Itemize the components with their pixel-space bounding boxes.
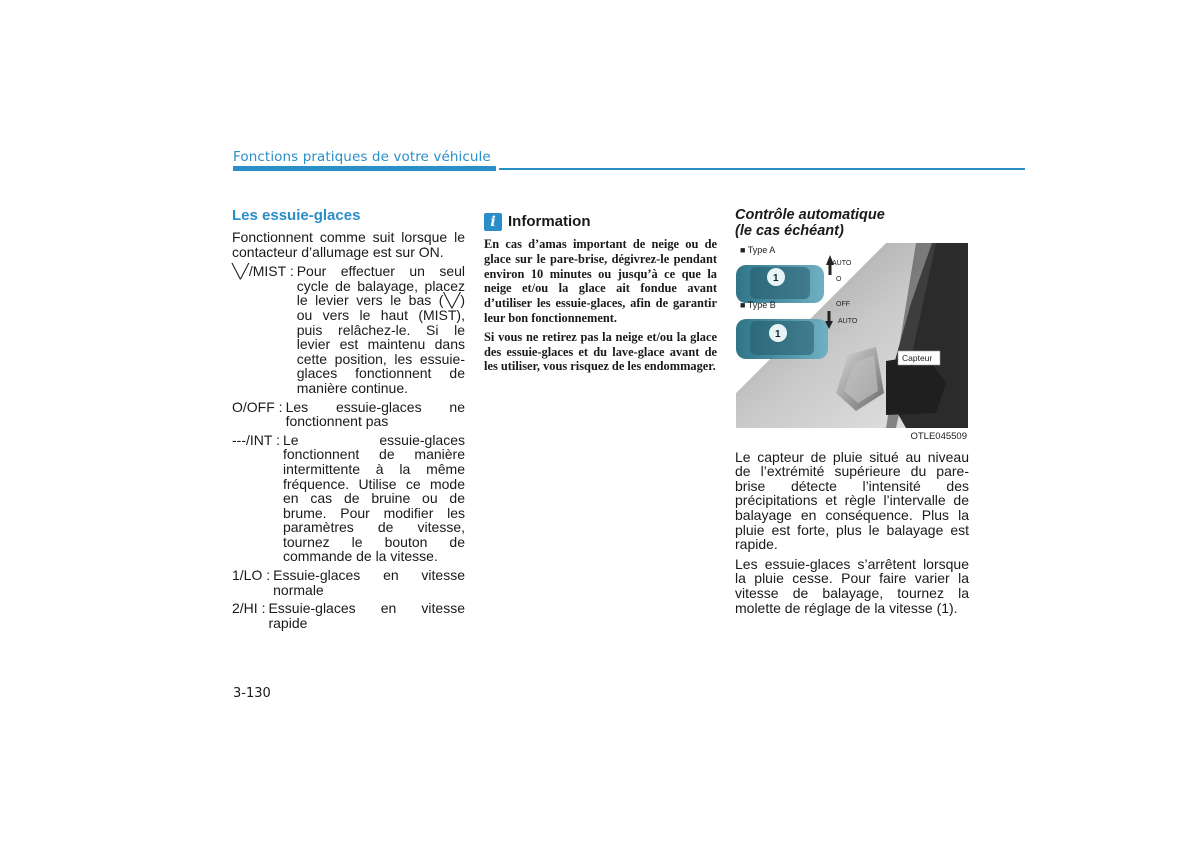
wiper-mode-term: 1/LO : [232, 567, 271, 584]
rain-sensor-paragraph: Les essuie-glaces s’arrêtent lorsque la pluie cesse. Pour faire varier la vitesse de balayage, tournez la molette de réglage de la vitesse (1). [735, 555, 969, 616]
wiper-mode-term: ╲╱/MIST : [232, 263, 294, 280]
column-auto-control [735, 207, 969, 620]
wiper-mode-lo [232, 568, 465, 597]
speed-knob-number: 1 [773, 273, 779, 284]
sensor-label: Capteur [902, 353, 933, 363]
wiper-mode-term: ---/INT : [232, 431, 280, 448]
auto-control-title-line1: Contrôle automatique [735, 207, 885, 223]
header-rule-thick [233, 166, 496, 171]
auto-control-title-line2: (le cas échéant) [735, 223, 844, 239]
column-information [484, 213, 717, 378]
wiper-mode-desc: Essuie-glaces en vitesse normale [273, 567, 465, 598]
information-paragraph: En cas d’amas important de neige ou de glace sur le pare-brise, dégivrez-le pendant environ 10 minutes ou jusqu’à ce que la neige et/ou la glace ait fondue avant d’utiliser les essuie-glaces, afin de garantir leur bon fonctionnement. [484, 237, 717, 325]
rain-sensor-figure [736, 243, 968, 428]
wiper-mode-desc: Le essuie-glaces fonctionnent de manière intermittente à la même fréquence. Utilise ce mode en cas de bruine ou de brume. Pour modifier les paramètres de vitesse, tournez le bouton de commande de la vitesse. [282, 431, 465, 565]
type-a-label: ■ Type A [740, 245, 776, 255]
header-rule-thin [499, 168, 1025, 170]
wiper-mode-hi [232, 601, 465, 630]
speed-knob-number: 1 [775, 329, 781, 340]
auto-control-title [735, 207, 969, 239]
rain-sensor-paragraph: Le capteur de pluie situé au niveau de l’extrémité supérieure du pare-brise détecte l’intensité des précipitations et règle l’intervalle de balayage en conséquence. Plus la pluie est forte, plus le balayage est rapide. [735, 448, 969, 553]
info-icon: i [484, 213, 502, 231]
wiper-mode-mist [232, 264, 465, 395]
wiper-mode-desc: Essuie-glaces en vitesse rapide [268, 600, 465, 631]
type-b-label: ■ Type B [740, 300, 776, 310]
column-wipers [232, 207, 465, 634]
o-label-a: O [836, 276, 842, 283]
wiper-mode-term: O/OFF : [232, 398, 283, 415]
wiper-mode-term: 2/HI : [232, 600, 266, 617]
figure-code: OTLE045509 [910, 431, 967, 442]
header-section-title: Fonctions pratiques de votre véhicule [233, 149, 491, 165]
rain-sensor-illustration [736, 243, 968, 428]
auto-label-b: AUTO [838, 318, 858, 325]
information-paragraph: Si vous ne retirez pas la neige et/ou la glace des essuie-glaces et du lave-glace avant de les utiliser, vous risquez de les endommager. [484, 329, 717, 374]
auto-label-a: AUTO [832, 260, 852, 267]
wiper-mode-int [232, 433, 465, 564]
wiper-mode-desc: Les essuie-glaces ne fonctionnent pas [285, 398, 465, 430]
information-header [484, 213, 717, 231]
page-number: 3-130 [233, 686, 271, 701]
wipers-intro: Fonctionnent comme suit lorsque le contacteur d’allumage est sur ON. [232, 229, 465, 260]
wiper-mode-desc: Pour effectuer un seul cycle de balayage, placez le levier vers le bas (╲╱) ou vers le haut (MIST), puis relâchez-le. Si le levier est maintenu dans cette position, les essuie-glaces fonctionnent de manière continue. [296, 263, 465, 396]
information-title: Information [508, 212, 591, 230]
off-label-b: OFF [836, 301, 850, 308]
section-title-wipers: Les essuie-glaces [232, 207, 361, 224]
wiper-mode-off [232, 400, 465, 429]
